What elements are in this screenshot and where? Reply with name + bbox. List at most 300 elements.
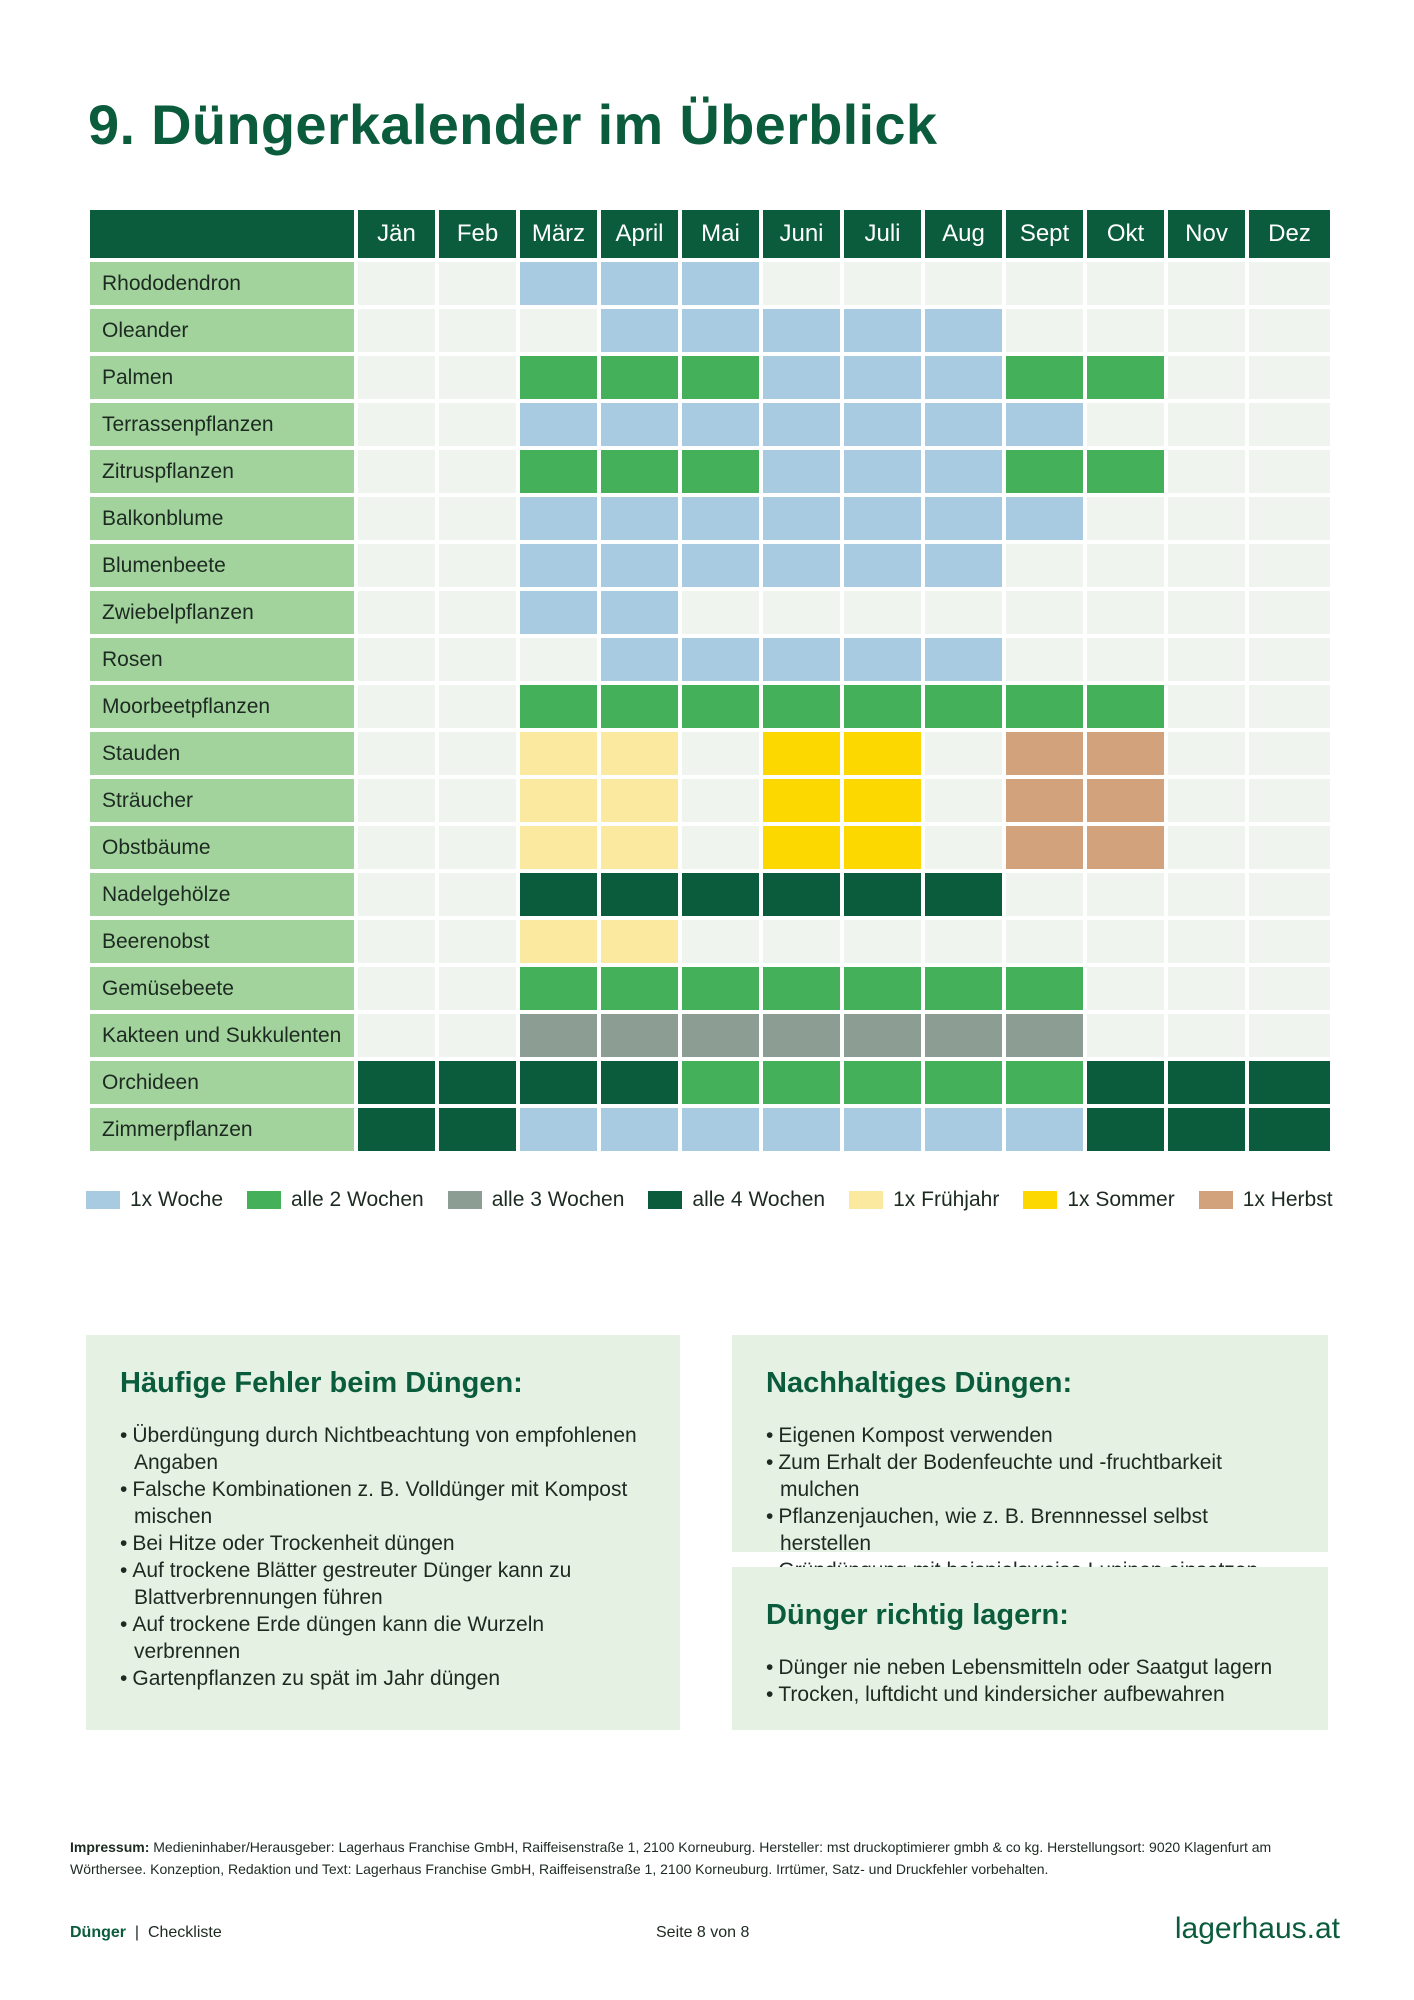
schedule-cell: [1249, 1061, 1330, 1108]
schedule-cell: [520, 779, 601, 826]
plant-row: [90, 544, 1330, 591]
schedule-cell: [601, 685, 682, 732]
schedule-cell: [1168, 1108, 1249, 1155]
plant-name: Obstbäume: [90, 826, 358, 873]
common-mistakes-title: Häufige Fehler beim Düngen:: [120, 1367, 523, 1399]
schedule-cell: [763, 685, 844, 732]
schedule-cell: [1249, 1014, 1330, 1061]
schedule-cell: [1087, 732, 1168, 779]
schedule-cell: [520, 450, 601, 497]
legend-item: [1023, 1188, 1174, 1212]
schedule-cell: [601, 732, 682, 779]
legend-label: 1x Woche: [130, 1188, 223, 1211]
schedule-cell: [520, 638, 601, 685]
schedule-cell: [601, 309, 682, 356]
schedule-cell: [1249, 967, 1330, 1014]
legend-item: [86, 1188, 223, 1212]
schedule-cell: [763, 403, 844, 450]
schedule-cell: [682, 920, 763, 967]
month-header: Okt: [1087, 210, 1168, 262]
schedule-cell: [1249, 591, 1330, 638]
footer-section: [70, 1924, 222, 1942]
legend-label: alle 4 Wochen: [692, 1188, 826, 1211]
schedule-cell: [763, 591, 844, 638]
schedule-cell: [682, 873, 763, 920]
plant-row: [90, 826, 1330, 873]
bullet-item: • Gartenpflanzen zu spät im Jahr düngen: [120, 1665, 646, 1692]
schedule-cell: [925, 779, 1006, 826]
plant-row: [90, 685, 1330, 732]
schedule-cell: [439, 826, 520, 873]
schedule-cell: [601, 497, 682, 544]
schedule-cell: [1087, 450, 1168, 497]
schedule-cell: [601, 544, 682, 591]
schedule-cell: [844, 1108, 925, 1155]
footer-subsection-label: Checkliste: [147, 1924, 222, 1941]
schedule-cell: [1087, 497, 1168, 544]
brand-link[interactable]: lagerhaus.at: [1174, 1912, 1340, 1945]
legend-item: [247, 1188, 424, 1212]
schedule-cell: [844, 920, 925, 967]
month-header: Jän: [358, 210, 439, 262]
plant-name: Beerenobst: [90, 920, 358, 967]
legend-swatch: [448, 1191, 482, 1209]
legend-item: [849, 1188, 999, 1212]
schedule-cell: [601, 1108, 682, 1155]
schedule-cell: [358, 1014, 439, 1061]
schedule-cell: [601, 779, 682, 826]
schedule-cell: [1087, 967, 1168, 1014]
plant-row: [90, 356, 1330, 403]
plant-row: [90, 732, 1330, 779]
schedule-cell: [1168, 685, 1249, 732]
schedule-cell: [925, 403, 1006, 450]
schedule-cell: [520, 873, 601, 920]
schedule-cell: [1006, 1108, 1087, 1155]
month-header: Sept: [1006, 210, 1087, 262]
bullet-item: • Dünger nie neben Lebensmitteln oder Saatgut lagern: [766, 1654, 1294, 1681]
legend-swatch: [1023, 1191, 1057, 1209]
schedule-cell: [682, 638, 763, 685]
schedule-cell: [358, 1108, 439, 1155]
schedule-cell: [1249, 873, 1330, 920]
schedule-cell: [439, 309, 520, 356]
schedule-cell: [682, 544, 763, 591]
schedule-cell: [1087, 356, 1168, 403]
common-mistakes-list: [120, 1422, 646, 1692]
schedule-cell: [844, 262, 925, 309]
impressum-label: Impressum:: [70, 1839, 150, 1855]
schedule-cell: [1249, 262, 1330, 309]
schedule-cell: [439, 873, 520, 920]
schedule-cell: [682, 779, 763, 826]
plant-row: [90, 1014, 1330, 1061]
schedule-cell: [520, 497, 601, 544]
schedule-cell: [763, 262, 844, 309]
schedule-cell: [1249, 497, 1330, 544]
legend-item: [648, 1188, 825, 1212]
schedule-cell: [1087, 1014, 1168, 1061]
schedule-cell: [1087, 309, 1168, 356]
schedule-cell: [1168, 356, 1249, 403]
legend-swatch: [1199, 1191, 1233, 1209]
schedule-cell: [358, 450, 439, 497]
schedule-cell: [1006, 967, 1087, 1014]
plant-name: Kakteen und Sukkulenten: [90, 1014, 358, 1061]
schedule-cell: [601, 356, 682, 403]
storage-title: Dünger richtig lagern:: [766, 1599, 1069, 1631]
schedule-cell: [601, 1014, 682, 1061]
schedule-cell: [601, 403, 682, 450]
schedule-cell: [844, 450, 925, 497]
legend-label: alle 2 Wochen: [291, 1188, 424, 1211]
plant-name: Nadelgehölze: [90, 873, 358, 920]
schedule-cell: [601, 967, 682, 1014]
schedule-cell: [439, 544, 520, 591]
legend-swatch: [86, 1191, 120, 1209]
schedule-cell: [439, 1014, 520, 1061]
schedule-cell: [763, 544, 844, 591]
schedule-cell: [682, 826, 763, 873]
bullet-item: • Pflanzenjauchen, wie z. B. Brennnessel selbst herstellen: [766, 1503, 1294, 1557]
month-header: April: [601, 210, 682, 262]
schedule-cell: [520, 262, 601, 309]
schedule-cell: [439, 967, 520, 1014]
plant-row: [90, 591, 1330, 638]
schedule-cell: [1087, 1108, 1168, 1155]
plant-row: [90, 779, 1330, 826]
schedule-cell: [1168, 1014, 1249, 1061]
schedule-cell: [601, 1061, 682, 1108]
schedule-cell: [925, 544, 1006, 591]
schedule-cell: [844, 403, 925, 450]
schedule-cell: [925, 873, 1006, 920]
month-header: März: [520, 210, 601, 262]
schedule-cell: [1006, 309, 1087, 356]
header-corner: [90, 210, 358, 262]
month-header: Mai: [682, 210, 763, 262]
schedule-cell: [925, 1014, 1006, 1061]
schedule-cell: [439, 591, 520, 638]
schedule-cell: [1087, 403, 1168, 450]
legend: [86, 1188, 1357, 1212]
schedule-cell: [439, 1108, 520, 1155]
plant-row: [90, 309, 1330, 356]
schedule-cell: [1168, 403, 1249, 450]
header-row: [90, 210, 1330, 262]
schedule-cell: [763, 826, 844, 873]
schedule-cell: [439, 638, 520, 685]
page-number: Seite 8 von 8: [656, 1924, 750, 1941]
month-header: Dez: [1249, 210, 1330, 262]
plant-row: [90, 262, 1330, 309]
schedule-cell: [1006, 450, 1087, 497]
schedule-cell: [1168, 920, 1249, 967]
schedule-cell: [925, 920, 1006, 967]
schedule-cell: [358, 356, 439, 403]
schedule-cell: [1168, 309, 1249, 356]
schedule-cell: [682, 967, 763, 1014]
schedule-cell: [1006, 826, 1087, 873]
schedule-cell: [844, 497, 925, 544]
schedule-cell: [520, 1014, 601, 1061]
schedule-cell: [1006, 1061, 1087, 1108]
schedule-cell: [1006, 779, 1087, 826]
schedule-cell: [682, 1108, 763, 1155]
plant-row: [90, 638, 1330, 685]
schedule-cell: [925, 309, 1006, 356]
schedule-cell: [358, 403, 439, 450]
schedule-cell: [925, 732, 1006, 779]
schedule-cell: [844, 309, 925, 356]
schedule-cell: [682, 262, 763, 309]
schedule-cell: [520, 826, 601, 873]
schedule-cell: [1249, 403, 1330, 450]
schedule-cell: [1006, 356, 1087, 403]
schedule-cell: [1006, 497, 1087, 544]
schedule-cell: [1006, 544, 1087, 591]
plant-name: Rosen: [90, 638, 358, 685]
schedule-cell: [1168, 732, 1249, 779]
bullet-item: • Falsche Kombinationen z. B. Volldünger mit Kompost mischen: [120, 1476, 646, 1530]
schedule-cell: [763, 309, 844, 356]
schedule-cell: [358, 497, 439, 544]
plant-name: Sträucher: [90, 779, 358, 826]
plant-row: [90, 1108, 1330, 1155]
schedule-cell: [601, 826, 682, 873]
schedule-cell: [1087, 1061, 1168, 1108]
schedule-cell: [1006, 638, 1087, 685]
page-title: 9. Düngerkalender im Überblick: [88, 93, 938, 156]
plant-name: Oleander: [90, 309, 358, 356]
legend-label: 1x Frühjahr: [893, 1188, 1000, 1211]
schedule-cell: [1006, 920, 1087, 967]
schedule-cell: [439, 732, 520, 779]
schedule-cell: [358, 873, 439, 920]
schedule-cell: [520, 685, 601, 732]
schedule-cell: [925, 497, 1006, 544]
schedule-cell: [439, 450, 520, 497]
schedule-cell: [925, 591, 1006, 638]
schedule-cell: [844, 638, 925, 685]
schedule-cell: [358, 732, 439, 779]
schedule-cell: [844, 1061, 925, 1108]
plant-row: [90, 967, 1330, 1014]
month-header: Aug: [925, 210, 1006, 262]
schedule-cell: [682, 356, 763, 403]
schedule-cell: [1087, 779, 1168, 826]
bullet-item: • Auf trockene Erde düngen kann die Wurzeln verbrennen: [120, 1611, 646, 1665]
schedule-cell: [1006, 873, 1087, 920]
schedule-cell: [439, 403, 520, 450]
schedule-cell: [844, 1014, 925, 1061]
schedule-cell: [682, 403, 763, 450]
schedule-cell: [520, 1108, 601, 1155]
schedule-cell: [1087, 920, 1168, 967]
schedule-cell: [844, 967, 925, 1014]
schedule-cell: [844, 685, 925, 732]
fertilizer-calendar-table: [90, 210, 1330, 1155]
common-mistakes-box: [86, 1335, 680, 1730]
schedule-cell: [358, 638, 439, 685]
schedule-cell: [1168, 873, 1249, 920]
schedule-cell: [439, 685, 520, 732]
schedule-cell: [520, 591, 601, 638]
schedule-cell: [925, 685, 1006, 732]
plant-name: Zitruspflanzen: [90, 450, 358, 497]
schedule-cell: [844, 873, 925, 920]
schedule-cell: [520, 1061, 601, 1108]
schedule-cell: [763, 497, 844, 544]
sustainable-fertilizing-title: Nachhaltiges Düngen:: [766, 1367, 1073, 1399]
storage-box: [732, 1567, 1328, 1730]
schedule-cell: [358, 967, 439, 1014]
schedule-cell: [520, 732, 601, 779]
schedule-cell: [682, 685, 763, 732]
schedule-cell: [1249, 1108, 1330, 1155]
legend-item: [448, 1188, 625, 1212]
plant-name: Blumenbeete: [90, 544, 358, 591]
schedule-cell: [763, 450, 844, 497]
legend-swatch: [648, 1191, 682, 1209]
schedule-cell: [1249, 309, 1330, 356]
schedule-cell: [682, 1061, 763, 1108]
schedule-cell: [1087, 685, 1168, 732]
month-header: Juni: [763, 210, 844, 262]
schedule-cell: [601, 638, 682, 685]
schedule-cell: [358, 309, 439, 356]
schedule-cell: [1006, 262, 1087, 309]
schedule-cell: [1168, 450, 1249, 497]
schedule-cell: [1006, 685, 1087, 732]
schedule-cell: [439, 779, 520, 826]
schedule-cell: [925, 826, 1006, 873]
schedule-cell: [763, 873, 844, 920]
schedule-cell: [358, 591, 439, 638]
schedule-cell: [682, 591, 763, 638]
impressum: [70, 1836, 1340, 1880]
legend-label: 1x Sommer: [1067, 1188, 1175, 1211]
legend-item: [1199, 1188, 1333, 1212]
storage-list: [766, 1654, 1294, 1708]
schedule-cell: [1249, 638, 1330, 685]
sustainable-fertilizing-box: [732, 1335, 1328, 1555]
schedule-cell: [1006, 1014, 1087, 1061]
schedule-cell: [520, 356, 601, 403]
schedule-cell: [844, 356, 925, 403]
schedule-cell: [763, 638, 844, 685]
schedule-cell: [358, 826, 439, 873]
schedule-cell: [1087, 544, 1168, 591]
schedule-cell: [763, 967, 844, 1014]
plant-name: Palmen: [90, 356, 358, 403]
schedule-cell: [925, 1061, 1006, 1108]
schedule-cell: [682, 732, 763, 779]
schedule-cell: [682, 497, 763, 544]
footer-section-label: Dünger: [70, 1924, 126, 1941]
plant-name: Terrassenpflanzen: [90, 403, 358, 450]
schedule-cell: [358, 544, 439, 591]
impressum-text: Medieninhaber/Herausgeber: Lagerhaus Franchise GmbH, Raiffeisenstraße 1, 2100 Korneuburg. Hersteller: mst druckoptimierer gmbh & co kg. Herstellungsort: 9020 Klagenfurt am Wörthersee. Konzeption, Redaktion und Text: Lagerhaus Franchise GmbH, Raiffeisenstraße 1, 2100 Korneuburg. Irrtümer, Satz- und Druckfehler vorbehalten.: [70, 1839, 1272, 1877]
schedule-cell: [925, 450, 1006, 497]
month-header: Nov: [1168, 210, 1249, 262]
schedule-cell: [1168, 1061, 1249, 1108]
schedule-cell: [439, 262, 520, 309]
bullet-item: • Trocken, luftdicht und kindersicher aufbewahren: [766, 1681, 1294, 1708]
schedule-cell: [358, 685, 439, 732]
schedule-cell: [439, 497, 520, 544]
schedule-cell: [1249, 544, 1330, 591]
schedule-cell: [763, 1108, 844, 1155]
schedule-cell: [1249, 356, 1330, 403]
schedule-cell: [1249, 732, 1330, 779]
schedule-cell: [439, 356, 520, 403]
schedule-cell: [520, 309, 601, 356]
schedule-cell: [682, 450, 763, 497]
month-header: Juli: [844, 210, 925, 262]
schedule-cell: [763, 779, 844, 826]
schedule-cell: [844, 779, 925, 826]
schedule-cell: [1087, 826, 1168, 873]
schedule-cell: [520, 967, 601, 1014]
schedule-cell: [925, 262, 1006, 309]
schedule-cell: [844, 826, 925, 873]
schedule-cell: [520, 544, 601, 591]
legend-label: 1x Herbst: [1242, 1188, 1333, 1211]
schedule-cell: [520, 403, 601, 450]
schedule-cell: [844, 591, 925, 638]
schedule-cell: [1168, 497, 1249, 544]
plant-name: Stauden: [90, 732, 358, 779]
plant-name: Moorbeetpflanzen: [90, 685, 358, 732]
schedule-cell: [1087, 262, 1168, 309]
legend-label: alle 3 Wochen: [491, 1188, 625, 1211]
legend-swatch: [247, 1191, 281, 1209]
schedule-cell: [601, 920, 682, 967]
schedule-cell: [601, 262, 682, 309]
schedule-cell: [925, 356, 1006, 403]
bullet-item: • Zum Erhalt der Bodenfeuchte und -fruchtbarkeit mulchen: [766, 1449, 1294, 1503]
schedule-cell: [601, 873, 682, 920]
schedule-cell: [1168, 544, 1249, 591]
schedule-cell: [763, 732, 844, 779]
plant-row: [90, 497, 1330, 544]
schedule-cell: [1006, 732, 1087, 779]
schedule-cell: [1168, 779, 1249, 826]
schedule-cell: [1087, 873, 1168, 920]
schedule-cell: [1249, 779, 1330, 826]
schedule-cell: [1087, 591, 1168, 638]
plant-name: Gemüsebeete: [90, 967, 358, 1014]
schedule-cell: [925, 1108, 1006, 1155]
schedule-cell: [925, 967, 1006, 1014]
plant-row: [90, 450, 1330, 497]
schedule-cell: [1249, 826, 1330, 873]
schedule-cell: [925, 638, 1006, 685]
schedule-cell: [763, 920, 844, 967]
plant-name: Zimmerpflanzen: [90, 1108, 358, 1155]
schedule-cell: [763, 356, 844, 403]
schedule-cell: [358, 920, 439, 967]
plant-row: [90, 920, 1330, 967]
schedule-cell: [1249, 450, 1330, 497]
schedule-cell: [601, 450, 682, 497]
schedule-cell: [682, 1014, 763, 1061]
schedule-cell: [1168, 826, 1249, 873]
schedule-cell: [1168, 967, 1249, 1014]
plant-name: Balkonblume: [90, 497, 358, 544]
plant-name: Zwiebelpflanzen: [90, 591, 358, 638]
